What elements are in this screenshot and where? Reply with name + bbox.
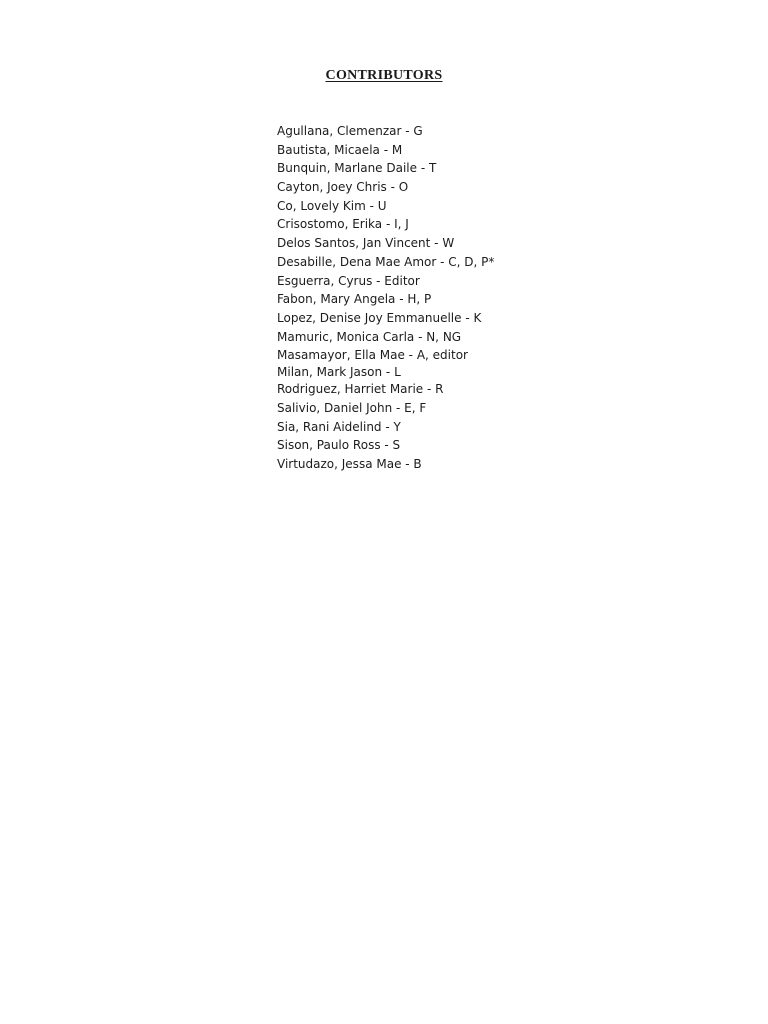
contributor-item: Co, Lovely Kim - U	[277, 198, 387, 213]
contributor-item: Bautista, Micaela - M	[277, 142, 403, 157]
contributor-item: Virtudazo, Jessa Mae - B	[277, 457, 422, 471]
page-title	[0, 68, 768, 84]
contributor-item: Desabille, Dena Mae Amor - C, D, P*	[277, 254, 495, 269]
contributor-item: Crisostomo, Erika - I, J	[277, 217, 409, 232]
contributor-item: Sison, Paulo Ross - S	[277, 438, 401, 453]
contributor-item: Delos Santos, Jan Vincent - W	[277, 236, 455, 251]
page-title-text: CONTRIBUTORS	[325, 68, 443, 83]
contributors-list	[277, 122, 494, 474]
contributor-item: Esguerra, Cyrus - Editor	[277, 273, 420, 288]
contributor-item: Lopez, Denise Joy Emmanuelle - K	[277, 310, 482, 325]
contributor-item: Mamuric, Monica Carla - N, NG	[277, 329, 462, 344]
contributor-item: Salivio, Daniel John - E, F	[277, 400, 427, 415]
contributor-item: Milan, Mark Jason - L	[277, 365, 401, 380]
contributor-item: Bunquin, Marlane Daile - T	[277, 161, 437, 176]
contributor-item: Rodriguez, Harriet Marie - R	[277, 382, 444, 397]
contributor-item: Fabon, Mary Angela - H, P	[277, 292, 432, 307]
contributor-item: Agullana, Clemenzar - G	[277, 124, 423, 138]
contributor-item: Cayton, Joey Chris - O	[277, 180, 409, 195]
contributor-item: Sia, Rani Aidelind - Y	[277, 419, 401, 434]
contributor-item: Masamayor, Ella Mae - A, editor	[277, 348, 468, 363]
